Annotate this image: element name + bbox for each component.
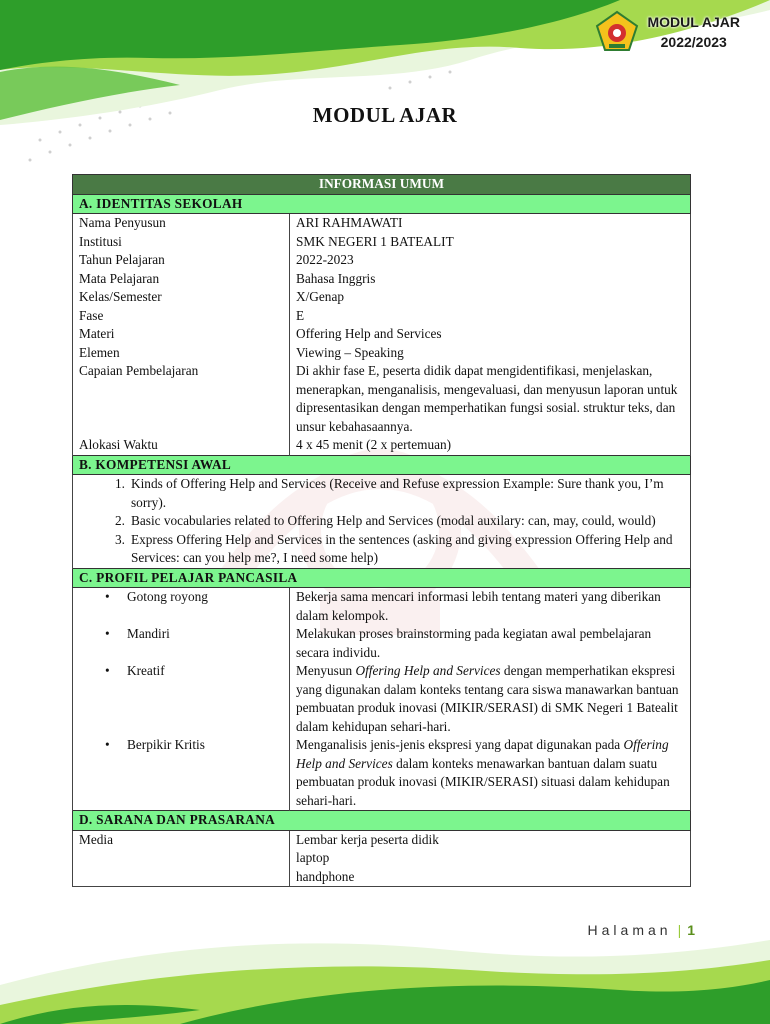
list-item bbox=[73, 475, 691, 513]
section-title: D. SARANA DAN PRASARANA bbox=[73, 811, 691, 831]
profile-desc bbox=[290, 736, 691, 811]
header-badge-text bbox=[647, 12, 740, 52]
table-row bbox=[73, 307, 691, 326]
media-item: handphone bbox=[296, 868, 355, 884]
table-row bbox=[73, 288, 691, 307]
desc-emphasis: Offering Help and Services bbox=[355, 663, 501, 678]
table-row bbox=[73, 830, 691, 887]
desc-text: Menyusun bbox=[296, 663, 356, 678]
table-row bbox=[73, 251, 691, 270]
bullet-icon: • bbox=[105, 663, 110, 678]
footer-label: Halaman bbox=[587, 922, 672, 938]
school-logo-icon bbox=[595, 10, 639, 54]
media-item: Lembar kerja peserta didik bbox=[296, 831, 439, 847]
section-title: C. PROFIL PELAJAR PANCASILA bbox=[73, 568, 691, 588]
module-info-table bbox=[72, 174, 691, 887]
list-text: Basic vocabularies related to Offering Help and Services (modal auxilary: can, may, could, would) bbox=[131, 513, 656, 528]
section-header-b bbox=[73, 455, 691, 475]
table-row bbox=[73, 325, 691, 344]
bullet-icon: • bbox=[105, 737, 110, 752]
field-value: Viewing – Speaking bbox=[290, 344, 691, 363]
section-title: A. IDENTITAS SEKOLAH bbox=[73, 194, 691, 214]
desc-emphasis: Offering Help and Services bbox=[296, 737, 669, 771]
profile-desc bbox=[290, 588, 691, 626]
list-text: Kinds of Offering Help and Services (Receive and Refuse expression Example: Sure thank you, I’m sorry). bbox=[131, 476, 664, 510]
field-value: Offering Help and Services bbox=[290, 325, 691, 344]
section-header-a bbox=[73, 194, 691, 214]
field-value: X/Genap bbox=[290, 288, 691, 307]
page-title: MODUL AJAR bbox=[312, 103, 458, 127]
table-row bbox=[73, 233, 691, 252]
list-text: Express Offering Help and Services in the sentences (asking and giving expression Offering Help and Services: can you help me?, I need some help) bbox=[131, 531, 673, 565]
badge-year: 2022/2023 bbox=[660, 34, 727, 50]
list-item bbox=[73, 512, 691, 531]
profile-desc bbox=[290, 662, 691, 736]
list-number: 1. bbox=[115, 476, 125, 491]
field-label: Institusi bbox=[73, 233, 290, 252]
field-value: E bbox=[290, 307, 691, 326]
list-number: 2. bbox=[115, 513, 125, 528]
table-row bbox=[73, 588, 691, 626]
table-title: INFORMASI UMUM bbox=[73, 175, 691, 195]
field-label: Kelas/Semester bbox=[73, 288, 290, 307]
profile-name: Gotong royong bbox=[127, 589, 208, 604]
table-row bbox=[73, 436, 691, 455]
field-label: Tahun Pelajaran bbox=[73, 251, 290, 270]
list-number: 3. bbox=[115, 531, 125, 547]
field-value: 2022-2023 bbox=[290, 251, 691, 270]
field-value: Di akhir fase E, peserta didik dapat mengidentifikasi, menjelaskan, menerapkan, menganalisis, mengevaluasi, dan menyusun laporan untuk dipresentasikan dengan memperhatikan fungsi sosial. struktur teks, dan unsur kebahasaannya. bbox=[290, 362, 691, 436]
field-value: 4 x 45 menit (2 x pertemuan) bbox=[290, 436, 691, 455]
section-header-d bbox=[73, 811, 691, 831]
field-label: Media bbox=[73, 830, 290, 887]
footer-wave-decoration bbox=[0, 925, 770, 1024]
field-value: Bahasa Inggris bbox=[290, 270, 691, 289]
table-row bbox=[73, 214, 691, 233]
field-label: Mata Pelajaran bbox=[73, 270, 290, 289]
bullet-icon: • bbox=[105, 626, 110, 641]
footer-separator: | bbox=[677, 922, 682, 938]
field-label: Nama Penyusun bbox=[73, 214, 290, 233]
profile-name: Berpikir Kritis bbox=[127, 737, 205, 752]
table-title-row bbox=[73, 175, 691, 195]
badge-title: MODUL AJAR bbox=[647, 14, 740, 30]
section-header-c bbox=[73, 568, 691, 588]
header-badge bbox=[595, 10, 740, 54]
table-row bbox=[73, 362, 691, 436]
desc-text: Melakukan proses brainstorming pada kegiatan awal pembelajaran secara individu. bbox=[296, 626, 652, 660]
field-value: ARI RAHMAWATI bbox=[290, 214, 691, 233]
desc-text: dengan memperhatikan ekspresi yang digunakan dalam konteks tentang cara siswa manawarkan bantuan pembuatan produk inovasi (MIKIR/SERASI) di SMK Negeri 1 Batealit dalam kehidupan sehari-hari. bbox=[296, 663, 679, 734]
table-row bbox=[73, 625, 691, 662]
field-value: SMK NEGERI 1 BATEALIT bbox=[290, 233, 691, 252]
media-item: laptop bbox=[296, 850, 330, 865]
desc-text: Bekerja sama mencari informasi lebih tentang materi yang diberikan dalam kelompok. bbox=[296, 589, 661, 623]
bullet-icon: • bbox=[105, 589, 110, 604]
table-row bbox=[73, 344, 691, 363]
field-label: Alokasi Waktu bbox=[73, 436, 290, 455]
media-list bbox=[290, 830, 691, 887]
list-item bbox=[73, 531, 691, 569]
profile-name: Kreatif bbox=[127, 663, 165, 678]
profile-name: Mandiri bbox=[127, 626, 170, 641]
table-row bbox=[73, 662, 691, 736]
field-label: Capaian Pembelajaran bbox=[73, 362, 290, 436]
field-label: Elemen bbox=[73, 344, 290, 363]
field-label: Fase bbox=[73, 307, 290, 326]
desc-text: dalam konteks menawarkan bantuan dalam suatu pembuatan produk inovasi (MIKIR/SERASI) situasi dalam kehidupan sehari-hari. bbox=[296, 755, 670, 808]
desc-text: Menganalisis jenis-jenis ekspresi yang dapat digunakan pada bbox=[296, 737, 624, 752]
table-row bbox=[73, 270, 691, 289]
section-title: B. KOMPETENSI AWAL bbox=[73, 455, 691, 475]
page-number: 1 bbox=[687, 922, 695, 938]
table-row bbox=[73, 736, 691, 811]
field-label: Materi bbox=[73, 325, 290, 344]
profile-desc bbox=[290, 625, 691, 662]
